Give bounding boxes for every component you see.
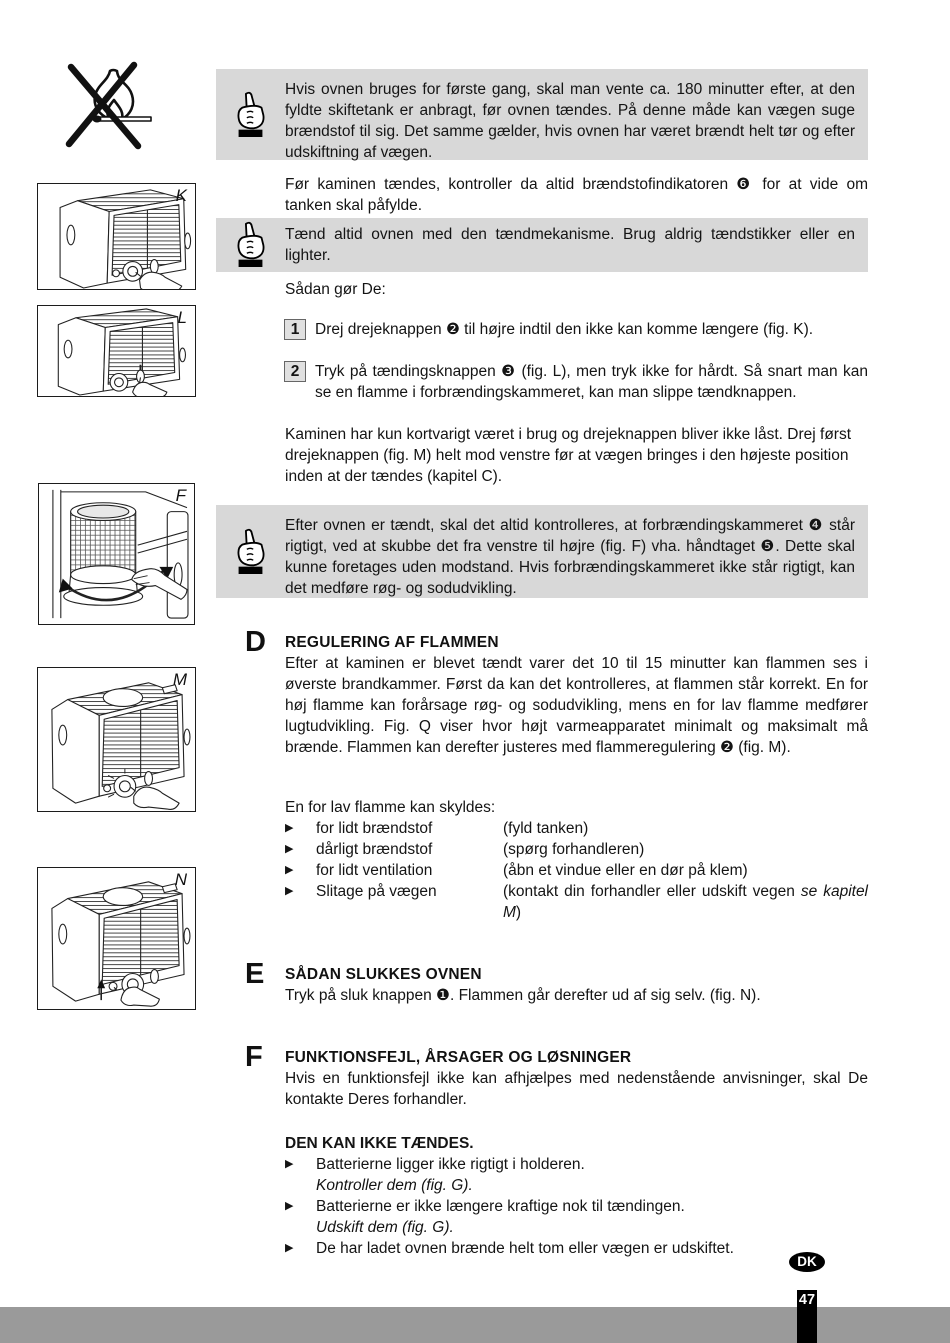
list-item: [285, 860, 868, 881]
figure-N: [37, 867, 196, 1010]
bullet-triangle-icon: ▶: [285, 1242, 294, 1254]
remedy-text: (spørg forhandleren): [503, 841, 645, 858]
fuel-check-paragraph: Før kaminen tændes, kontroller da altid brændstofindikatoren ❻ for at vide om tanken skal påfylde.: [285, 176, 868, 214]
problem-text: Batterierne ligger ikke rigtigt i holderen.: [316, 1156, 585, 1173]
causes-intro: En for lav flamme kan skyldes:: [285, 799, 496, 816]
remedy-text: (kontakt din forhandler eller udskift vegen se kapitel M): [503, 883, 869, 921]
troubleshooting-subtitle: DEN KAN IKKE TÆNDES.: [285, 1135, 474, 1152]
list-item: [285, 1154, 868, 1196]
figure-L: [37, 305, 196, 397]
note-box-combustion-chamber: [216, 505, 868, 598]
section-d-title: REGULERING AF FLAMMEN: [285, 634, 499, 651]
bullet-triangle-icon: ▶: [285, 843, 294, 855]
figure-K-label: K: [175, 186, 187, 205]
heater-turn-knob-illustration: [38, 184, 195, 289]
solution-text: Kontroller dem (fig. G).: [316, 1177, 473, 1194]
section-e-title: SÅDAN SLUKKES OVNEN: [285, 966, 482, 983]
page-number: 47: [797, 1290, 817, 1343]
pointing-hand-icon: [216, 69, 285, 160]
step-2-number: 2: [284, 361, 306, 382]
step-2-text: Tryk på tændingsknappen ❸ (fig. L), men tryk ikke for hårdt. Så snart man kan se en flamme i forbrændingskammeret, kan man slippe tændknappen.: [315, 363, 868, 401]
list-item: [285, 881, 868, 923]
bullet-triangle-icon: ▶: [285, 822, 294, 834]
cause-text: Slitage på vægen: [316, 883, 437, 900]
pointing-hand-icon: [216, 505, 285, 598]
step-2: [284, 361, 868, 403]
section-e-letter: E: [245, 958, 265, 990]
figure-M-label: M: [172, 670, 187, 689]
problem-text: De har ladet ovnen brænde helt tom eller vægen er udskiftet.: [316, 1240, 734, 1257]
remedy-text: (fyld tanken): [503, 820, 589, 837]
cause-text: dårligt brændstof: [316, 841, 433, 858]
remedy-text: (åbn et vindue eller en dør på klem): [503, 862, 748, 879]
section-d-letter: D: [245, 626, 266, 658]
figure-M: [37, 667, 196, 812]
list-item: [285, 818, 868, 839]
no-open-flame-icon: [62, 58, 154, 153]
remedy-reference: se kapitel M: [503, 883, 869, 921]
problem-text: Batterierne er ikke længere kraftige nok til tændingen.: [316, 1198, 685, 1215]
pointing-hand-icon: [216, 221, 285, 269]
list-item: [285, 1238, 868, 1259]
figure-N-label: N: [174, 870, 187, 889]
note-ignition-text: Tænd altid ovnen med den tændmekanisme. Brug aldrig tændstikker eller en lighter.: [285, 226, 855, 264]
cause-text: for lidt ventilation: [316, 862, 433, 879]
list-item: [285, 1196, 868, 1238]
note-box-first-use: [216, 69, 868, 160]
note-first-use-text: Hvis ovnen bruges for første gang, skal man vente ca. 180 minutter efter, at den fyldte skiftetank er anbragt, før ovnen tændes. På denne måde kan vægen suge brændstof til sig. Det samme gælder, hvis ovnen har været brændt helt tør og efter udskiftning af vægen.: [285, 81, 855, 161]
heater-flame-regulator-illustration: [38, 668, 195, 811]
heater-off-button-illustration: [38, 868, 195, 1009]
low-flame-causes-list: [285, 818, 868, 923]
bullet-triangle-icon: ▶: [285, 885, 294, 897]
language-badge: DK: [789, 1252, 825, 1272]
figure-K: [37, 183, 196, 290]
howto-label: Sådan gør De:: [285, 281, 386, 298]
section-d-body: Efter at kaminen er blevet tændt varer det 10 til 15 minutter kan flammen ses i øverste brandkammer. Først da kan det kontrolleres, at flammen står korrekt. En for høj flamme kan forårsage røg- og sodudvikling, mens en for lav flamme medfører lugtudvikling. Fig. Q viser hvor højt varmeapparatet minimalt og maksimalt må brænde. Flammen kan derefter justeres med flammeregulering ❷ (fig. M).: [285, 655, 868, 756]
step-1-text: Drej drejeknappen ❷ til højre indtil den ikke kan komme længere (fig. K).: [315, 321, 814, 338]
bullet-triangle-icon: ▶: [285, 864, 294, 876]
section-f-letter: F: [245, 1041, 263, 1073]
section-f-body: Hvis en funktionsfejl ikke kan afhjælpes med nedenstående anvisninger, skal De kontakte Deres forhandler.: [285, 1070, 868, 1108]
bullet-triangle-icon: ▶: [285, 1158, 294, 1170]
lock-note-paragraph: Kaminen har kun kortvarigt været i brug og drejeknappen bliver ikke låst. Drej først drejeknappen (fig. M) helt mod venstre før at vægen bringes i den højeste position inden at der tændes (kapitel C).: [285, 426, 851, 485]
solution-text: Udskift dem (fig. G).: [316, 1219, 454, 1236]
section-e-body: Tryk på sluk knappen ❶. Flammen går derefter ud af sig selv. (fig. N).: [285, 987, 761, 1004]
step-1-number: 1: [284, 319, 306, 340]
figure-L-label: L: [177, 308, 187, 327]
figure-F-label: F: [175, 486, 186, 505]
section-f-title: FUNKTIONSFEJL, ÅRSAGER OG LØSNINGER: [285, 1049, 632, 1066]
troubleshooting-list: [285, 1154, 868, 1259]
note-box-ignition: [216, 218, 868, 272]
note-combustion-chamber-text: Efter ovnen er tændt, skal det altid kontrolleres, at forbrændingskammeret ❹ står rigtigt, ved at skubbe det fra venstre til højre (fig. F) vha. håndtaget ❺. Dette skal kunne foretages uden modstand. Hvis forbrændingskammeret ikke står rigtigt, kan det medføre røg- og sodudvikling.: [285, 517, 855, 597]
combustion-chamber-check-illustration: [39, 484, 194, 624]
cause-text: for lidt brændstof: [316, 820, 433, 837]
list-item: [285, 839, 868, 860]
heater-press-ignition-illustration: [38, 306, 195, 396]
step-1: [284, 319, 868, 340]
figure-F: [38, 483, 195, 625]
bullet-triangle-icon: ▶: [285, 1200, 294, 1212]
